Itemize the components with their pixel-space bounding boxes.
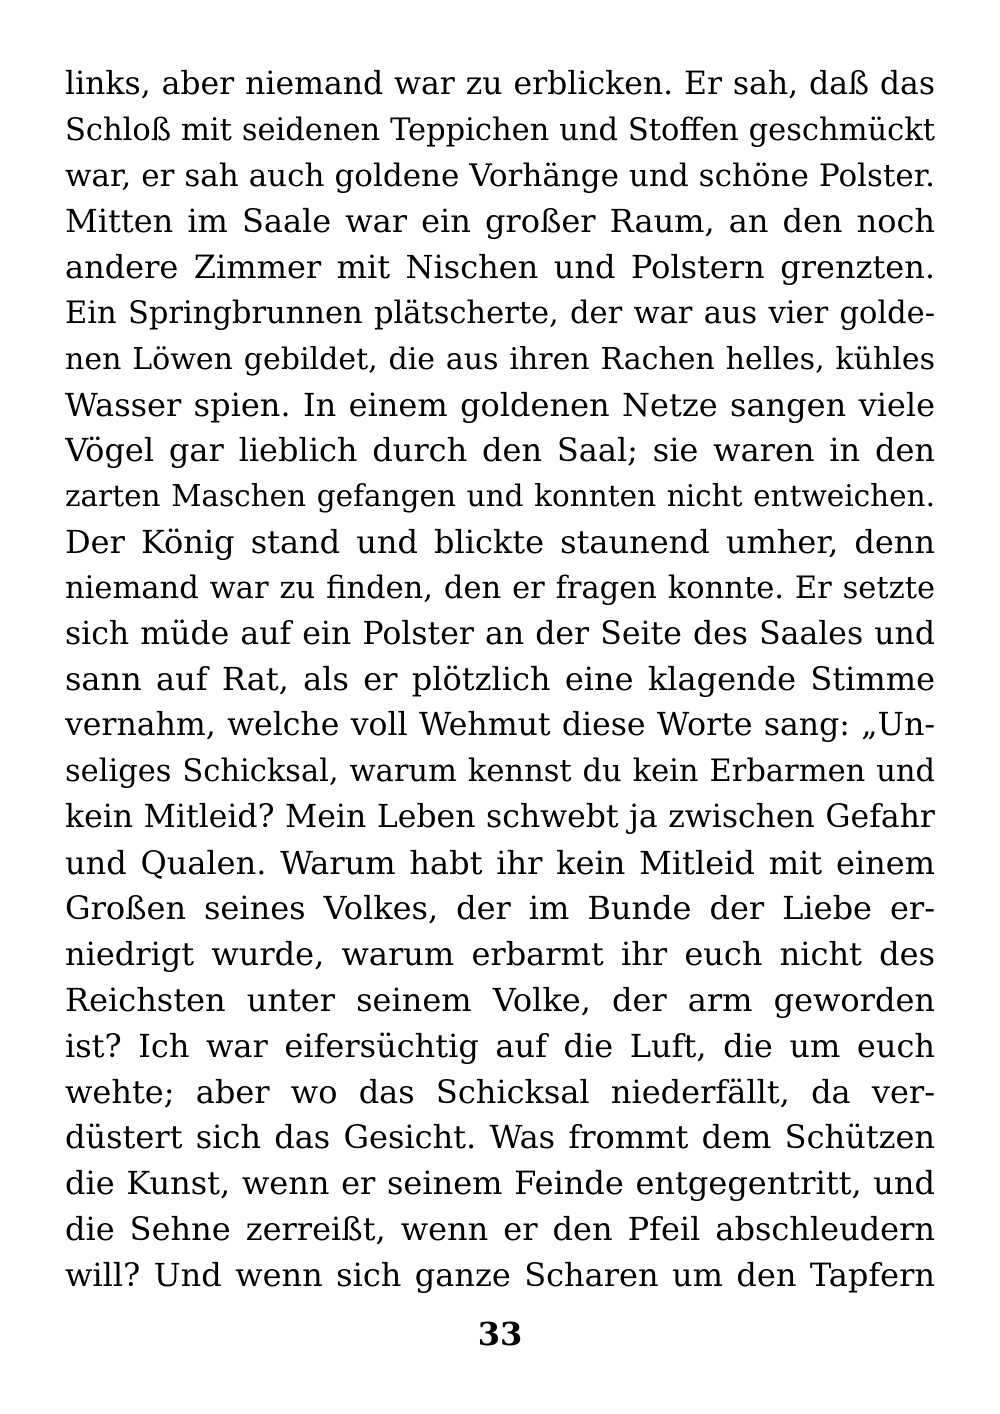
text-line: Schloß mit seidenen Teppichen und Stoffen geschmückt: [65, 112, 935, 148]
text-line: andere Zimmer mit Nischen und Polstern grenzten.: [65, 248, 935, 287]
text-line: Der König stand und blickte staunend umher, denn: [65, 522, 935, 561]
text-line: zarten Maschen gefangen und konnten nicht entweichen.: [65, 479, 935, 514]
text-line: die Sehne zerreißt, wenn er den Pfeil abschleudern: [65, 1209, 935, 1248]
text-line: Ein Springbrunnen plätscherte, der war aus vier golde-: [65, 295, 935, 331]
text-line: Großen seines Volkes, der im Bunde der Liebe er-: [65, 889, 935, 928]
text-line: will? Und wenn sich ganze Scharen um den Tapfern: [65, 1255, 935, 1294]
text-line: und Qualen. Warum habt ihr kein Mitleid mit einem: [65, 843, 935, 882]
text-line: Mitten im Saale war ein großer Raum, an den noch: [65, 202, 935, 241]
text-line: nen Löwen gebildet, die aus ihren Rachen helles, kühles: [65, 341, 935, 377]
body-text: [65, 62, 935, 1299]
text-line: wehte; aber wo das Schicksal niederfällt, da ver-: [65, 1072, 935, 1111]
text-line: ist? Ich war eifersüchtig auf die Luft, die um euch: [65, 1026, 935, 1065]
text-line: sich müde auf ein Polster an der Seite des Saales und: [65, 615, 935, 652]
text-line: war, er sah auch goldene Vorhänge und schöne Polster.: [65, 157, 935, 194]
text-line: seliges Schicksal, warum kennst du kein Erbarmen und: [65, 753, 935, 789]
text-line: die Kunst, wenn er seinem Feinde entgegentritt, und: [65, 1164, 935, 1203]
text-line: Vögel gar lieblich durch den Saal; sie waren in den: [65, 431, 935, 470]
text-line: sann auf Rat, als er plötzlich eine klagende Stimme: [65, 660, 935, 699]
text-line: Reichsten unter seinem Volke, der arm geworden: [65, 980, 935, 1019]
text-line: düstert sich das Gesicht. Was frommt dem Schützen: [65, 1118, 935, 1157]
text-line: niemand war zu finden, den er fragen konnte. Er setzte: [65, 570, 935, 606]
page-number: 33: [477, 1315, 523, 1353]
text-line: Wasser spien. In einem goldenen Netze sangen viele: [65, 385, 935, 424]
text-line: niedrigt wurde, warum erbarmt ihr euch nicht des: [65, 935, 935, 974]
text-line: vernahm, welche voll Wehmut diese Worte sang: „Un-: [65, 707, 935, 744]
text-line: kein Mitleid? Mein Leben schwebt ja zwischen Gefahr: [65, 798, 935, 835]
text-line: links, aber niemand war zu erblicken. Er sah, daß das: [65, 66, 935, 102]
